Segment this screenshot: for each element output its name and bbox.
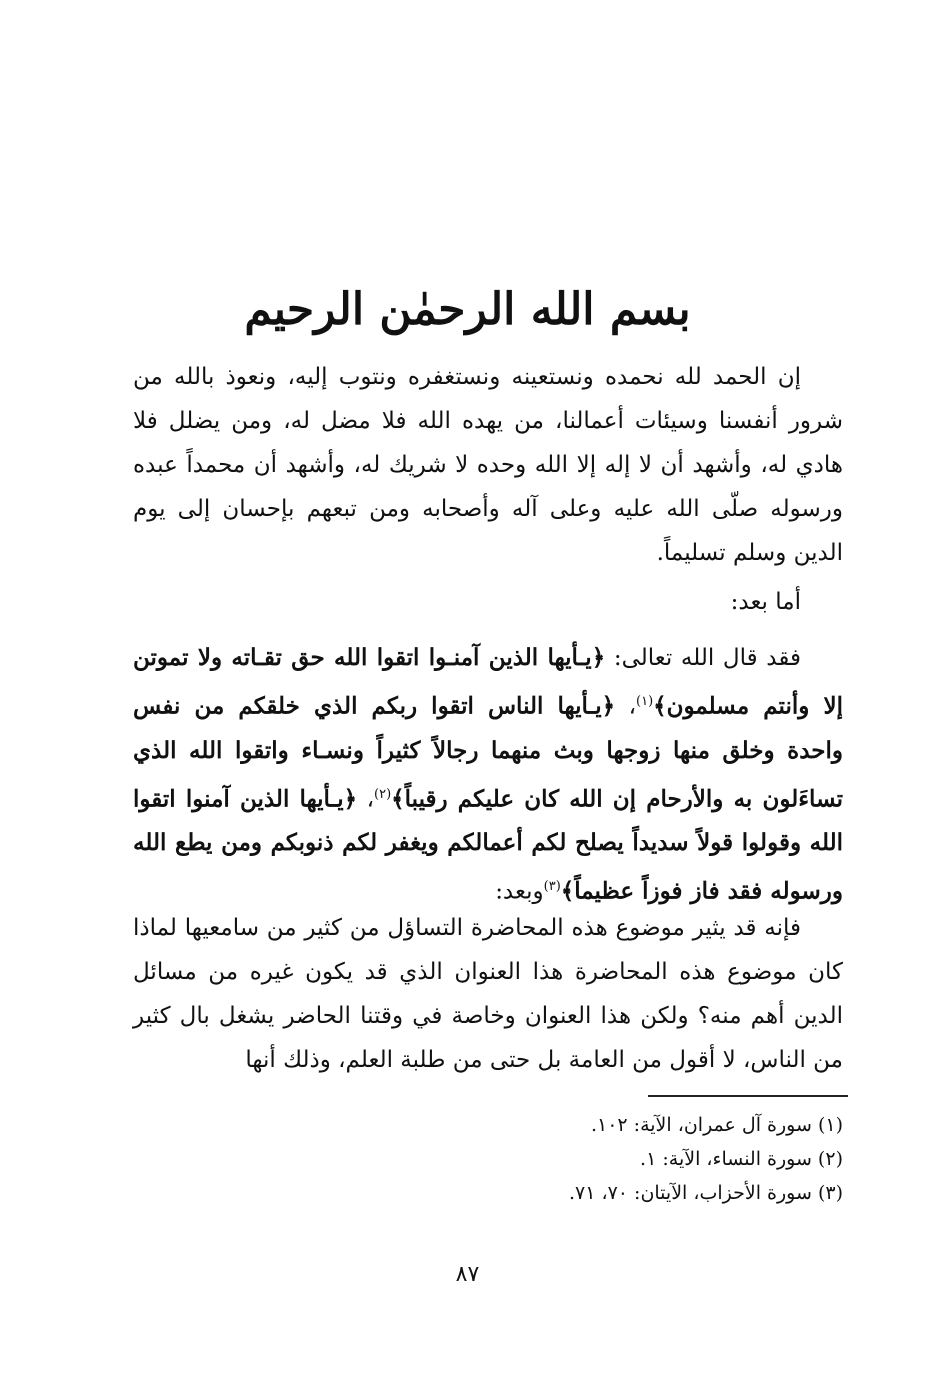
basmala-heading: بسم الله الرحمٰن الرحيم <box>244 284 691 335</box>
lecture-paragraph <box>133 906 843 1082</box>
intro-paragraph <box>133 355 843 575</box>
verse-3: ﴿يـأيها الذين آمنوا اتقوا الله وقولوا قولاً سديداً يصلح لكم أعمالكم ويغفر لكم ذنوبكم ومن يطع الله ورسوله فقد فاز فوزاً عظيماً﴾ <box>133 785 843 905</box>
separator-1: ، <box>615 693 636 720</box>
amma-bad-paragraph <box>133 580 843 624</box>
footnote-ref-2: (٢) <box>374 786 392 802</box>
verse-1: ﴿يـأيها الذين آمنـوا اتقوا الله حق تقـاته ولا تموتن إلا وأنتم مسلمون﴾ <box>133 644 844 720</box>
quote-tail: وبعد: <box>495 878 544 905</box>
footnotes <box>133 1108 843 1210</box>
footnote-3: (٣) سورة الأحزاب، الآيتان: ٧٠، ٧١. <box>568 1182 843 1204</box>
quote-text <box>133 636 843 914</box>
footnote-ref-1: (١) <box>636 694 654 709</box>
footnote-1: (١) سورة آل عمران، الآية: ١٠٢. <box>590 1114 843 1136</box>
intro-text: إن الحمد لله نحمده ونستعينه ونستغفره ونتوب إليه، ونعوذ بالله من شرور أنفسنا وسيئات أعمالنا، من يهده الله فلا مضل له، ومن يضلل فلا هادي له، وأشهد أن لا إله إلا الله وحده لا شريك له، وأشهد أن محمداً عبده ورسوله صلّى الله عليه وعلى آله وأصحابه ومن تبعهم بإحسان إلى يوم الدين وسلم تسليماً. <box>133 364 843 566</box>
quote-lead: فقد قال الله تعالى: <box>605 645 802 671</box>
footnote-ref-3: (٣) <box>543 879 561 895</box>
footnote-2: (٢) سورة النساء، الآية: ١. <box>640 1148 843 1170</box>
verse-2: ﴿يـأيها الناس اتقوا ربكم الذي خلقكم من نفس واحدة وخلق منها زوجها وبث منهما رجالاً كثيراً ونسـاء واتقوا الله الذي تساءَلون به والأرحام إن الله كان عليكم رقيباً﴾ <box>133 692 843 813</box>
separator-2: ، <box>357 786 375 813</box>
page-number: ٨٧ <box>455 1262 480 1287</box>
quran-quote-paragraph <box>133 636 843 914</box>
amma-bad-text: أما بعد: <box>730 589 801 615</box>
lecture-text: فإنه قد يثير موضوع هذه المحاضرة التساؤل من كثير من سامعيها لماذا كان موضوع هذه المحاضرة هذا العنوان الذي قد يكون غيره من مسائل الدين أهم منه؟ ولكن هذا العنوان وخاصة في وقتنا الحاضر يشغل بال كثير من الناس، لا أقول من العامة بل حتى من طلبة العلم، وذلك أنها <box>133 915 843 1073</box>
footnote-divider <box>648 1095 848 1097</box>
